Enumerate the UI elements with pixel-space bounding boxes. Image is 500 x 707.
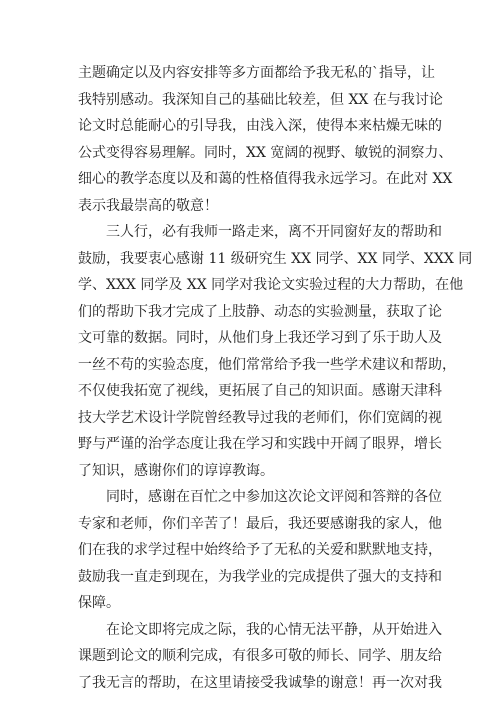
paragraph-first-line: 同时，感谢在百忙之中参加这次论文评阅和答辩的各位 bbox=[106, 489, 442, 505]
text-line: 论文时总能耐心的引导我，由浅入深，使得本来枯燥无味的 bbox=[78, 118, 442, 134]
text-line: 了知识，感谢你们的谆谆教诲。 bbox=[78, 462, 274, 479]
text-line: 了我无言的帮助，在这里请接受我诚挚的谢意！再一次对我 bbox=[78, 674, 442, 691]
text-line: 技大学艺术设计学院曾经教导过我的老师们，你们宽阔的视 bbox=[78, 409, 442, 426]
text-line: 鼓励，我要衷心感谢 11 级研究生 XX 同学、XX 同学、XXX 同 bbox=[78, 250, 473, 267]
text-line: 细心的教学态度以及和蔼的性格值得我永远学习。在此对 XX bbox=[78, 171, 453, 187]
text-line: 们在我的求学过程中始终给予了无私的关爱和默默地支持， bbox=[78, 542, 442, 558]
text-line: 们的帮助下我才完成了上肢静、动态的实验测量，获取了论 bbox=[78, 303, 442, 320]
paragraph-first-line: 三人行，必有我师一路走来，离不开同窗好友的帮助和 bbox=[106, 224, 442, 240]
text-line: 表示我最崇高的敬意！ bbox=[78, 197, 218, 214]
text-line: 不仅使我拓宽了视线，更拓展了自己的知识面。感谢天津科 bbox=[78, 383, 442, 399]
text-line: 鼓励我一直走到现在，为我学业的完成提供了强大的支持和 bbox=[78, 568, 442, 585]
text-line: 主题确定以及内容安排等多方面都给予我无私的`指导，让 bbox=[78, 65, 435, 81]
text-line: 我特别感动。我深知自己的基础比较差，但 XX 在与我讨论 bbox=[78, 91, 443, 108]
text-line: 一丝不苟的实验态度，他们常常给予我一些学术建议和帮助， bbox=[78, 356, 456, 373]
text-line: 课题到论文的顺利完成，有很多可敬的师长、同学、朋友给 bbox=[78, 648, 442, 664]
text-line: 专家和老师，你们辛苦了！最后，我还要感谢我的家人，他 bbox=[78, 515, 442, 532]
paragraph-first-line: 在论文即将完成之际，我的心情无法平静，从开始进入 bbox=[106, 621, 442, 638]
text-line: 文可靠的数据。同时，从他们身上我还学习到了乐于助人及 bbox=[78, 330, 442, 346]
text-line: 学、XXX 同学及 XX 同学对我论文实验过程的大力帮助，在他 bbox=[78, 277, 464, 293]
text-line: 野与严谨的治学态度让我在学习和实践中开阔了眼界，增长 bbox=[78, 436, 442, 452]
text-line: 保障。 bbox=[78, 595, 120, 611]
document-page bbox=[78, 60, 473, 696]
text-line: 公式变得容易理解。同时，XX 宽阔的视野、敏锐的洞察力、 bbox=[78, 144, 453, 161]
